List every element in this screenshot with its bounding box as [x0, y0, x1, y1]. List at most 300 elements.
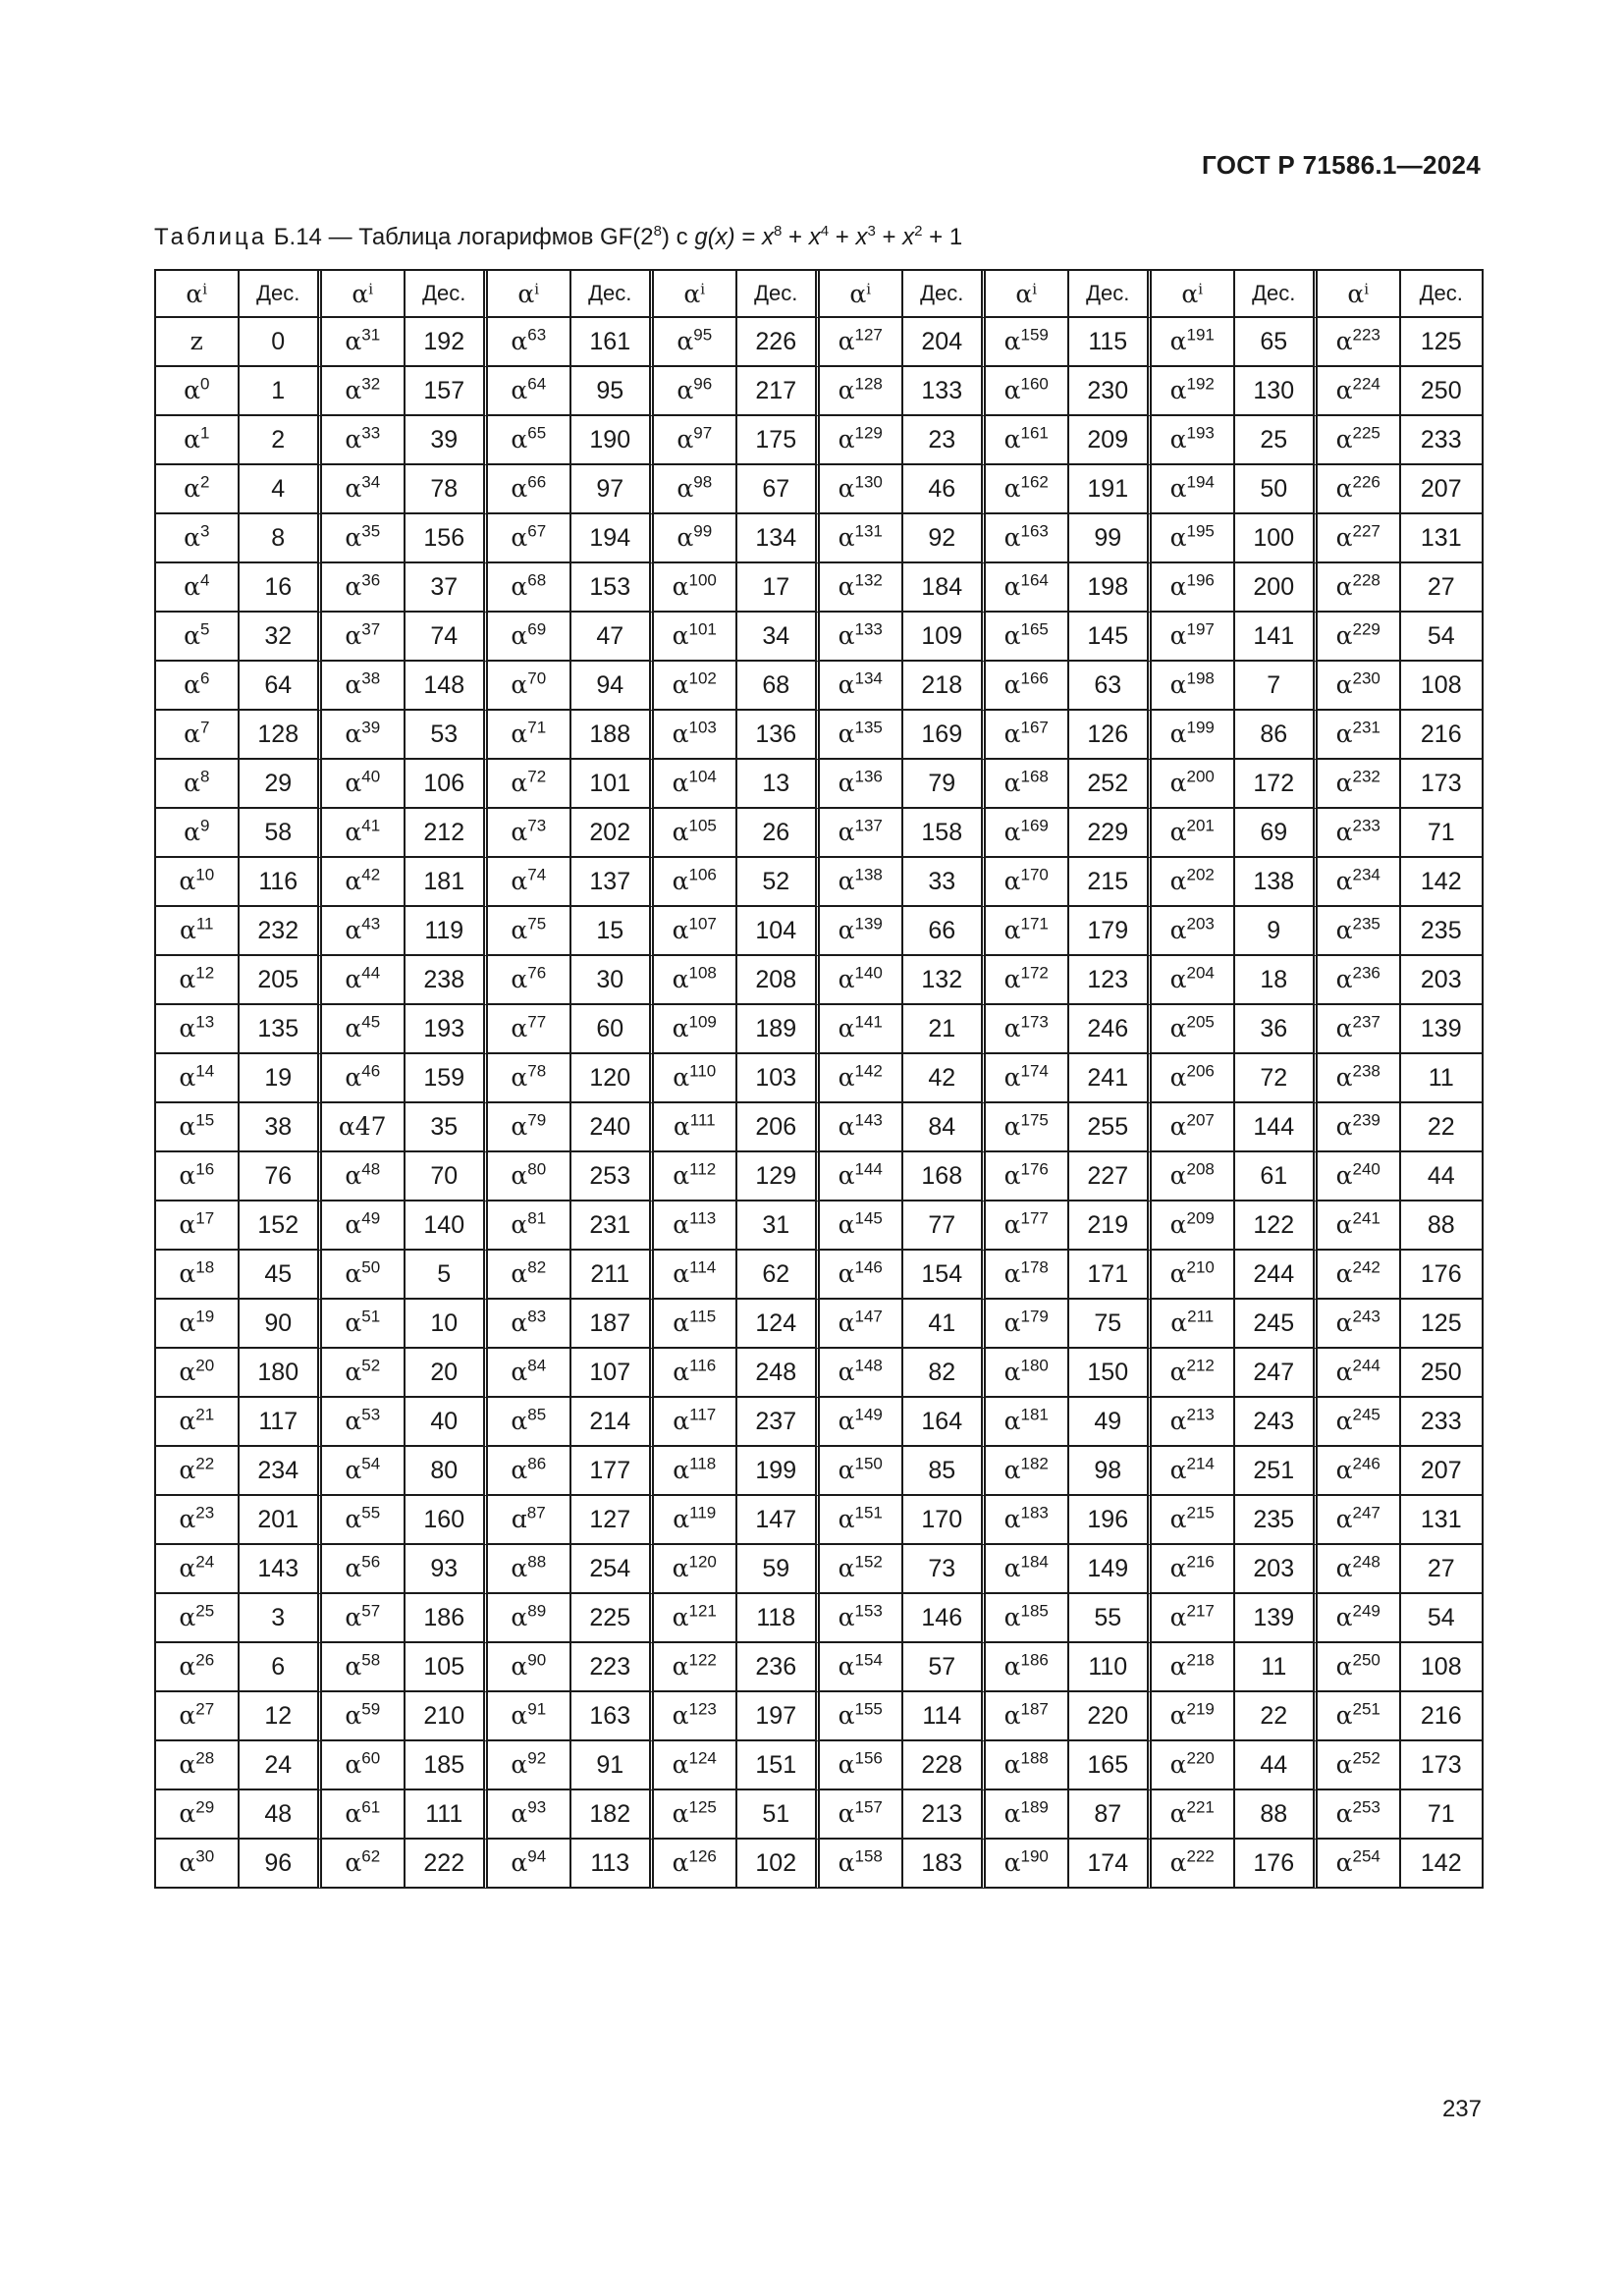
decimal-value-cell: 192	[406, 318, 489, 367]
alpha-symbol: α	[184, 523, 200, 552]
alpha-exponent: 120	[688, 1552, 717, 1572]
alpha-power-cell	[156, 1251, 240, 1300]
alpha-symbol: α	[1003, 1750, 1021, 1779]
alpha-power-cell	[156, 662, 240, 711]
alpha-exponent: 49	[361, 1208, 381, 1228]
alpha-exponent: 192	[1186, 374, 1215, 394]
alpha-symbol: α	[672, 769, 689, 797]
alpha-exponent: 64	[527, 374, 547, 394]
alpha-symbol: α	[345, 1407, 362, 1435]
alpha-power-cell	[986, 1349, 1069, 1398]
alpha-power-cell	[654, 1251, 737, 1300]
alpha-exponent: 19	[195, 1307, 215, 1326]
alpha-power-cell	[986, 1251, 1069, 1300]
decimal-value-cell: 196	[1069, 1496, 1153, 1545]
alpha-symbol: α	[345, 1456, 362, 1484]
alpha-symbol: α	[184, 670, 200, 699]
alpha-exponent: 169	[1020, 816, 1049, 835]
decimal-value-cell: 227	[1069, 1152, 1153, 1201]
alpha-power-cell	[1152, 1840, 1235, 1889]
alpha-power-cell	[488, 416, 571, 465]
alpha-symbol: α	[1170, 1308, 1188, 1337]
decimal-value-cell: 30	[571, 956, 655, 1005]
alpha-power-cell	[654, 1594, 737, 1643]
alpha-exponent: 184	[1020, 1552, 1049, 1572]
alpha-symbol: α	[838, 1259, 855, 1288]
alpha-symbol: α	[511, 1652, 528, 1681]
alpha-symbol: α	[1335, 1161, 1353, 1190]
alpha-symbol: α	[838, 621, 855, 650]
alpha-exponent: 198	[1186, 668, 1215, 688]
alpha-exponent: 0	[199, 374, 210, 394]
alpha-exponent: 147	[854, 1307, 883, 1326]
alpha-symbol: α	[179, 1701, 196, 1730]
alpha-power-cell	[986, 858, 1069, 907]
alpha-symbol: α	[345, 1063, 362, 1092]
alpha-power-cell	[322, 367, 406, 416]
alpha-symbol: α	[511, 1112, 528, 1141]
alpha-exponent: 247	[1352, 1503, 1380, 1522]
alpha-power-cell	[156, 1152, 240, 1201]
alpha-power-cell	[654, 1840, 737, 1889]
alpha-symbol: α	[1335, 818, 1353, 846]
alpha-symbol: α	[838, 1652, 855, 1681]
alpha-power-cell	[654, 809, 737, 858]
col-header-dec: Дес.	[406, 271, 489, 318]
alpha-exponent: 116	[689, 1356, 717, 1375]
alpha-symbol: α	[1003, 1358, 1021, 1386]
alpha-power-cell	[322, 1251, 406, 1300]
decimal-value-cell: 16	[240, 563, 323, 613]
alpha-exponent: 27	[195, 1699, 215, 1719]
table-row	[156, 1496, 1484, 1545]
decimal-value-cell: 133	[903, 367, 987, 416]
decimal-value-cell: 113	[571, 1840, 655, 1889]
col-header-alpha-exponent: i	[1198, 280, 1204, 298]
alpha-symbol: α	[1003, 474, 1021, 503]
decimal-value-cell: 164	[903, 1398, 987, 1447]
alpha-exponent: 69	[527, 619, 547, 639]
alpha-power-cell	[654, 1447, 737, 1496]
decimal-value-cell: 117	[240, 1398, 323, 1447]
table-row	[156, 465, 1484, 514]
alpha-power-cell	[1318, 1103, 1401, 1152]
alpha-exponent: 96	[693, 374, 713, 394]
alpha-symbol: α	[1169, 769, 1187, 797]
alpha-power-cell	[322, 956, 406, 1005]
alpha-exponent: 202	[1186, 865, 1215, 884]
table-row	[156, 711, 1484, 760]
decimal-value-cell: 108	[1401, 662, 1485, 711]
alpha-power-cell	[1318, 1840, 1401, 1889]
alpha-power-cell	[488, 1545, 571, 1594]
caption-text-mid: ) с	[662, 224, 695, 250]
alpha-exponent: 151	[854, 1503, 883, 1522]
alpha-symbol: α	[672, 1652, 689, 1681]
alpha-exponent: 18	[195, 1257, 215, 1277]
alpha-exponent: 164	[1020, 570, 1049, 590]
alpha-power-cell	[1152, 956, 1235, 1005]
table-row	[156, 907, 1484, 956]
alpha-power-cell	[986, 1741, 1069, 1790]
alpha-exponent: 127	[854, 325, 883, 345]
alpha-exponent: 205	[1186, 1012, 1215, 1032]
decimal-value-cell: 79	[903, 760, 987, 809]
alpha-power-cell	[654, 858, 737, 907]
alpha-exponent: 67	[527, 521, 547, 541]
decimal-value-cell: 187	[571, 1300, 655, 1349]
alpha-symbol: α	[677, 425, 694, 454]
alpha-symbol: α	[1003, 425, 1021, 454]
alpha-power-cell	[1152, 1152, 1235, 1201]
decimal-value-cell: 116	[240, 858, 323, 907]
alpha-symbol: α	[1169, 425, 1187, 454]
alpha-symbol: α	[179, 867, 196, 895]
decimal-value-cell: 190	[571, 416, 655, 465]
table-row	[156, 1005, 1484, 1054]
alpha-symbol: α	[511, 965, 528, 993]
alpha-symbol: α	[511, 1259, 528, 1288]
alpha-symbol: α	[1003, 1407, 1021, 1435]
decimal-value-cell: 193	[406, 1005, 489, 1054]
decimal-value-cell: 207	[1401, 465, 1485, 514]
decimal-value-cell: 102	[737, 1840, 821, 1889]
caption-text: Таблица логарифмов GF(2	[358, 224, 654, 250]
alpha-symbol: α	[838, 1456, 855, 1484]
decimal-value-cell: 50	[1235, 465, 1319, 514]
alpha-power-cell	[1152, 465, 1235, 514]
decimal-value-cell: 37	[406, 563, 489, 613]
decimal-value-cell: 176	[1401, 1251, 1485, 1300]
alpha-exponent: 221	[1186, 1797, 1215, 1817]
decimal-value-cell: 54	[1401, 1594, 1485, 1643]
alpha-power-cell	[986, 907, 1069, 956]
decimal-value-cell: 130	[1235, 367, 1319, 416]
alpha-symbol: α	[673, 1259, 690, 1288]
alpha-symbol: α	[1169, 1505, 1187, 1533]
alpha-symbol: α	[672, 1701, 689, 1730]
alpha-exponent: 98	[693, 472, 713, 492]
caption-exp2: 2	[914, 223, 923, 240]
alpha-symbol: α	[511, 720, 528, 748]
alpha-power-cell	[986, 318, 1069, 367]
decimal-value-cell: 18	[1235, 956, 1319, 1005]
alpha-exponent: 9	[199, 816, 210, 835]
alpha-symbol: α	[1169, 1848, 1187, 1877]
alpha-exponent: 139	[854, 914, 883, 934]
decimal-value-cell: 219	[1069, 1201, 1153, 1251]
alpha-symbol: α	[1335, 1358, 1353, 1386]
alpha-symbol: α	[838, 1210, 855, 1239]
alpha-exponent: 106	[688, 865, 717, 884]
alpha-power-cell	[654, 367, 737, 416]
decimal-value-cell: 148	[406, 662, 489, 711]
decimal-value-cell: 252	[1069, 760, 1153, 809]
alpha-exponent: 239	[1352, 1110, 1380, 1130]
decimal-value-cell: 27	[1401, 1545, 1485, 1594]
alpha-power-cell	[488, 1643, 571, 1692]
alpha-exponent: 52	[361, 1356, 381, 1375]
col-header-dec: Дес.	[737, 271, 821, 318]
alpha-symbol: α	[179, 1014, 196, 1042]
alpha-symbol: ɑ	[511, 1505, 527, 1533]
decimal-value-cell: 107	[571, 1349, 655, 1398]
alpha-exponent: 101	[688, 619, 717, 639]
alpha-power-cell	[488, 367, 571, 416]
decimal-value-cell: 149	[1069, 1545, 1153, 1594]
decimal-value-cell: 39	[406, 416, 489, 465]
col-header-dec: Дес.	[903, 271, 987, 318]
alpha-symbol: α	[1335, 1603, 1353, 1631]
log-table	[154, 269, 1484, 1889]
table-row	[156, 1398, 1484, 1447]
alpha-symbol: α	[1335, 867, 1353, 895]
alpha-power-cell	[986, 1005, 1069, 1054]
decimal-value-cell: 33	[903, 858, 987, 907]
alpha-exponent: 6	[199, 668, 210, 688]
decimal-value-cell: 175	[737, 416, 821, 465]
alpha-exponent: 214	[1186, 1454, 1215, 1473]
alpha-power-cell	[820, 1594, 903, 1643]
alpha-exponent: 179	[1020, 1307, 1049, 1326]
alpha-exponent: 174	[1020, 1061, 1049, 1081]
alpha-power-cell	[156, 1594, 240, 1643]
alpha-exponent: 140	[854, 963, 883, 983]
alpha-exponent: 235	[1352, 914, 1380, 934]
alpha-power-cell	[322, 563, 406, 613]
alpha-power-cell	[322, 760, 406, 809]
alpha-exponent: 244	[1352, 1356, 1380, 1375]
alpha-symbol: α	[1335, 1750, 1353, 1779]
alpha-exponent: 229	[1352, 619, 1380, 639]
decimal-value-cell: 71	[1401, 1790, 1485, 1840]
alpha-exponent: 48	[361, 1159, 381, 1179]
alpha-exponent: 226	[1352, 472, 1380, 492]
alpha-power-cell	[1152, 1790, 1235, 1840]
alpha-exponent: 21	[195, 1405, 215, 1424]
alpha-power-cell	[986, 613, 1069, 662]
alpha-power-cell	[1152, 367, 1235, 416]
alpha-power-cell	[820, 1496, 903, 1545]
alpha-symbol: α	[1003, 867, 1021, 895]
alpha-power-cell	[322, 1840, 406, 1889]
alpha-power-cell	[156, 1005, 240, 1054]
alpha-symbol: α	[1003, 523, 1021, 552]
alpha-exponent: 154	[854, 1650, 883, 1670]
alpha-power-cell	[488, 1741, 571, 1790]
decimal-value-cell: 134	[737, 514, 821, 563]
caption-one: 1	[948, 224, 963, 250]
alpha-exponent: 79	[527, 1110, 547, 1130]
alpha-power-cell	[156, 1103, 240, 1152]
alpha-power-cell	[322, 1152, 406, 1201]
decimal-value-cell: 22	[1401, 1103, 1485, 1152]
decimal-value-cell: 147	[737, 1496, 821, 1545]
alpha-exponent: 41	[361, 816, 381, 835]
alpha-exponent: 31	[361, 325, 381, 345]
alpha-symbol: α	[511, 1750, 528, 1779]
alpha-symbol: α	[1335, 1259, 1353, 1288]
decimal-value-cell: 72	[1235, 1054, 1319, 1103]
alpha-symbol: α	[672, 818, 689, 846]
alpha-exponent: 97	[693, 423, 713, 443]
alpha-exponent: 141	[854, 1012, 883, 1032]
decimal-value-cell: 150	[1069, 1349, 1153, 1398]
alpha-symbol: α	[672, 867, 689, 895]
alpha-exponent: 189	[1020, 1797, 1049, 1817]
alpha-exponent: 2	[199, 472, 210, 492]
alpha-symbol: α	[179, 1112, 196, 1141]
alpha-exponent: 119	[689, 1503, 717, 1522]
alpha-power-cell	[156, 956, 240, 1005]
decimal-value-cell: 6	[240, 1643, 323, 1692]
decimal-value-cell: 128	[240, 711, 323, 760]
alpha-power-cell	[1318, 1349, 1401, 1398]
decimal-value-cell: 13	[737, 760, 821, 809]
alpha-power-cell	[1152, 1447, 1235, 1496]
decimal-value-cell: 220	[1069, 1692, 1153, 1741]
decimal-value-cell: 44	[1235, 1741, 1319, 1790]
decimal-value-cell: 59	[737, 1545, 821, 1594]
alpha-exponent: 197	[1186, 619, 1215, 639]
decimal-value-cell: 86	[1235, 711, 1319, 760]
decimal-value-cell: 109	[903, 613, 987, 662]
alpha-symbol: α	[184, 769, 200, 797]
alpha-power-cell	[1152, 563, 1235, 613]
decimal-value-cell: 161	[571, 318, 655, 367]
alpha-exponent: 191	[1186, 325, 1215, 345]
decimal-value-cell: 63	[1069, 662, 1153, 711]
alpha-power-cell	[820, 1692, 903, 1741]
decimal-value-cell: 0	[240, 318, 323, 367]
decimal-value-cell: 229	[1069, 809, 1153, 858]
alpha-symbol: α	[838, 1063, 855, 1092]
decimal-value-cell: 49	[1069, 1398, 1153, 1447]
decimal-value-cell: 66	[903, 907, 987, 956]
decimal-value-cell: 1	[240, 367, 323, 416]
alpha-power-cell	[488, 662, 571, 711]
alpha-power-cell	[322, 1103, 406, 1152]
alpha-symbol: α	[838, 1799, 855, 1828]
decimal-value-cell: 153	[571, 563, 655, 613]
decimal-value-cell: 250	[1401, 1349, 1485, 1398]
alpha-power-cell	[1152, 1398, 1235, 1447]
alpha-exponent: 34	[361, 472, 381, 492]
decimal-value-cell: 60	[571, 1005, 655, 1054]
table-row	[156, 956, 1484, 1005]
alpha-power-cell	[488, 1349, 571, 1398]
alpha-exponent: 43	[361, 914, 381, 934]
alpha-symbol: α	[184, 621, 200, 650]
alpha-exponent: 130	[854, 472, 883, 492]
alpha-symbol: α	[672, 1554, 689, 1582]
alpha-exponent: 232	[1352, 767, 1380, 786]
alpha-exponent: 175	[1020, 1110, 1049, 1130]
alpha-power-cell	[1318, 809, 1401, 858]
caption-exp8: 8	[774, 223, 783, 240]
alpha-power-cell	[156, 711, 240, 760]
alpha-exponent: 76	[527, 963, 547, 983]
alpha-symbol: α	[1335, 425, 1353, 454]
alpha-power-cell	[322, 907, 406, 956]
alpha-symbol: α	[511, 327, 528, 355]
decimal-value-cell: 213	[903, 1790, 987, 1840]
decimal-value-cell: 24	[240, 1741, 323, 1790]
alpha-symbol: α	[179, 916, 196, 944]
alpha-power-cell	[488, 514, 571, 563]
alpha-exponent: 22	[195, 1454, 215, 1473]
alpha-exponent: 142	[854, 1061, 883, 1081]
alpha-symbol: α	[1003, 1652, 1021, 1681]
alpha-symbol: α	[184, 376, 200, 404]
decimal-value-cell: 152	[240, 1201, 323, 1251]
alpha-symbol: α	[179, 1456, 196, 1484]
alpha-exponent: 209	[1186, 1208, 1215, 1228]
alpha-power-cell	[322, 1594, 406, 1643]
alpha-symbol: α	[1335, 1505, 1353, 1533]
alpha-symbol: α	[1169, 1603, 1187, 1631]
alpha-power-cell	[322, 416, 406, 465]
alpha-exponent: 162	[1020, 472, 1049, 492]
alpha-power-cell	[156, 1054, 240, 1103]
decimal-value-cell: 139	[1235, 1594, 1319, 1643]
alpha-power-cell	[1152, 711, 1235, 760]
decimal-value-cell: 25	[1235, 416, 1319, 465]
decimal-value-cell: 209	[1069, 416, 1153, 465]
alpha-exponent: 193	[1186, 423, 1215, 443]
alpha-symbol: α	[677, 376, 694, 404]
decimal-value-cell: 114	[903, 1692, 987, 1741]
decimal-value-cell: 154	[903, 1251, 987, 1300]
alpha-power-cell	[820, 563, 903, 613]
alpha-power-cell	[1318, 1152, 1401, 1201]
decimal-value-cell: 2	[240, 416, 323, 465]
alpha-exponent: 182	[1020, 1454, 1049, 1473]
decimal-value-cell: 99	[1069, 514, 1153, 563]
table-caption	[154, 224, 962, 251]
alpha-power-cell	[1318, 1741, 1401, 1790]
alpha-power-cell	[654, 1201, 737, 1251]
decimal-value-cell: 183	[903, 1840, 987, 1889]
alpha-exponent: 219	[1186, 1699, 1215, 1719]
alpha-power-cell	[820, 1005, 903, 1054]
alpha-power-cell	[654, 1643, 737, 1692]
alpha-exponent: 144	[854, 1159, 883, 1179]
alpha-exponent: 172	[1020, 963, 1049, 983]
caption-eq: =	[734, 224, 763, 250]
alpha-exponent: 128	[854, 374, 883, 394]
alpha-exponent: 165	[1020, 619, 1049, 639]
alpha-exponent: 4	[199, 570, 210, 590]
alpha-symbol: α	[1003, 1456, 1021, 1484]
alpha-symbol: α	[1335, 769, 1353, 797]
alpha-symbol: α	[179, 1210, 196, 1239]
alpha-exponent: 231	[1352, 718, 1380, 737]
alpha-power-cell	[654, 1349, 737, 1398]
alpha-exponent: 51	[361, 1307, 381, 1326]
alpha-power-cell	[986, 1496, 1069, 1545]
alpha-exponent: 204	[1186, 963, 1215, 983]
alpha-symbol: α	[677, 474, 694, 503]
alpha-power-cell	[322, 1692, 406, 1741]
decimal-value-cell: 171	[1069, 1251, 1153, 1300]
decimal-value-cell: 247	[1235, 1349, 1319, 1398]
table-row	[156, 1741, 1484, 1790]
decimal-value-cell: 172	[1235, 760, 1319, 809]
alpha-exponent: 58	[361, 1650, 381, 1670]
alpha-symbol: α	[673, 1112, 690, 1141]
decimal-value-cell: 251	[1235, 1447, 1319, 1496]
